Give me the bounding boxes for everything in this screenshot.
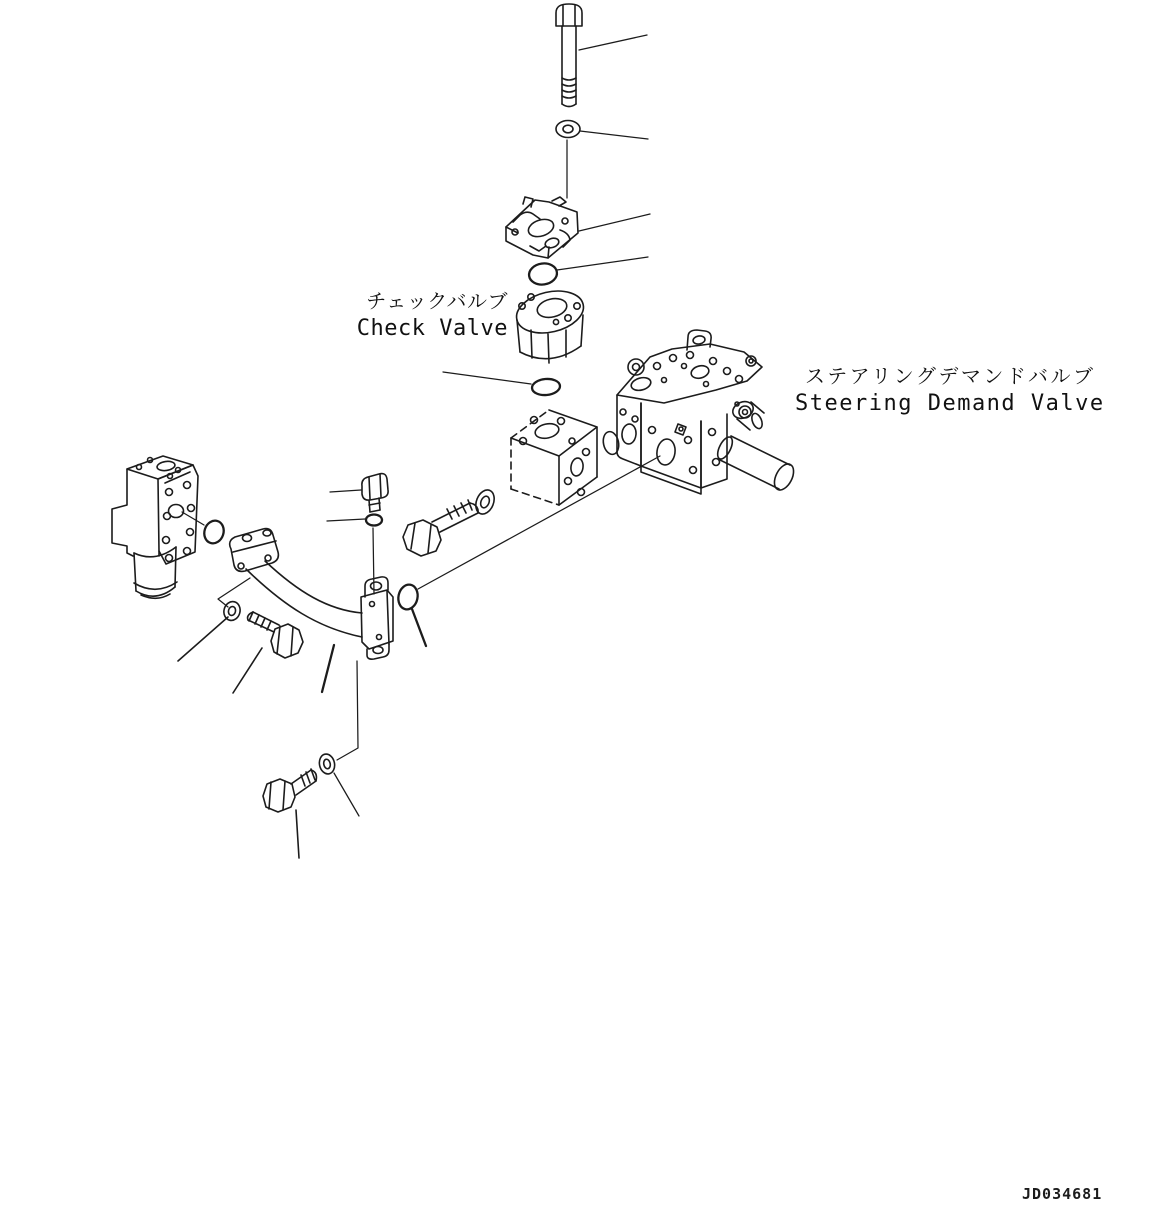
leader-line xyxy=(580,131,648,139)
bolt-bottom-drawing xyxy=(263,769,316,812)
washer-bottom-drawing xyxy=(318,753,337,776)
check-valve-cover-drawing xyxy=(506,197,578,258)
leader-line xyxy=(330,490,361,492)
leader-line xyxy=(182,512,204,525)
leader-line xyxy=(418,456,660,589)
bolt-mid-drawing xyxy=(403,500,478,556)
leader-line xyxy=(233,648,262,693)
check-valve-label-jp: チェックバルブ xyxy=(366,289,508,313)
leader-line xyxy=(218,578,250,607)
steering-demand-valve-drawing xyxy=(617,330,797,494)
check-valve-body-drawing xyxy=(512,285,587,363)
drawing-number: JD034681 xyxy=(1022,1185,1103,1203)
adapter-block-drawing xyxy=(511,410,597,505)
washer-mid-drawing xyxy=(472,487,497,517)
leader-line xyxy=(178,617,228,661)
leader-line xyxy=(579,35,647,50)
elbow-tube-drawing xyxy=(230,529,393,660)
leader-line xyxy=(327,519,365,521)
valve-unit-drawing xyxy=(112,456,198,598)
steering-demand-valve-label-jp: ステアリングデマンドバルブ xyxy=(805,364,1096,388)
bolt-top-drawing xyxy=(556,4,582,107)
steering-demand-valve-label xyxy=(795,363,1105,417)
leader-line xyxy=(322,645,334,692)
leader-line xyxy=(337,661,358,760)
o-ring-plug-drawing xyxy=(366,515,382,526)
check-valve-label xyxy=(357,288,508,342)
o-ring-tube-flange-drawing xyxy=(396,583,420,611)
leader-line xyxy=(557,257,648,270)
leader-line xyxy=(334,773,359,816)
steering-demand-valve-label-en: Steering Demand Valve xyxy=(795,391,1105,416)
o-ring-adapter-drawing xyxy=(601,430,620,456)
leader-line xyxy=(579,214,650,231)
washer-top-drawing xyxy=(556,121,580,138)
o-ring-cover-drawing xyxy=(528,262,559,287)
check-valve-label-en: Check Valve xyxy=(356,316,508,341)
o-ring-check-valve-drawing xyxy=(531,378,560,396)
axis-line xyxy=(373,528,374,594)
bolt-left-drawing xyxy=(248,612,303,658)
leader-line xyxy=(443,372,531,384)
leader-line xyxy=(296,810,299,858)
plug-drawing xyxy=(362,474,388,512)
leader-line xyxy=(412,609,426,646)
o-ring-valve-unit-drawing xyxy=(201,518,226,546)
